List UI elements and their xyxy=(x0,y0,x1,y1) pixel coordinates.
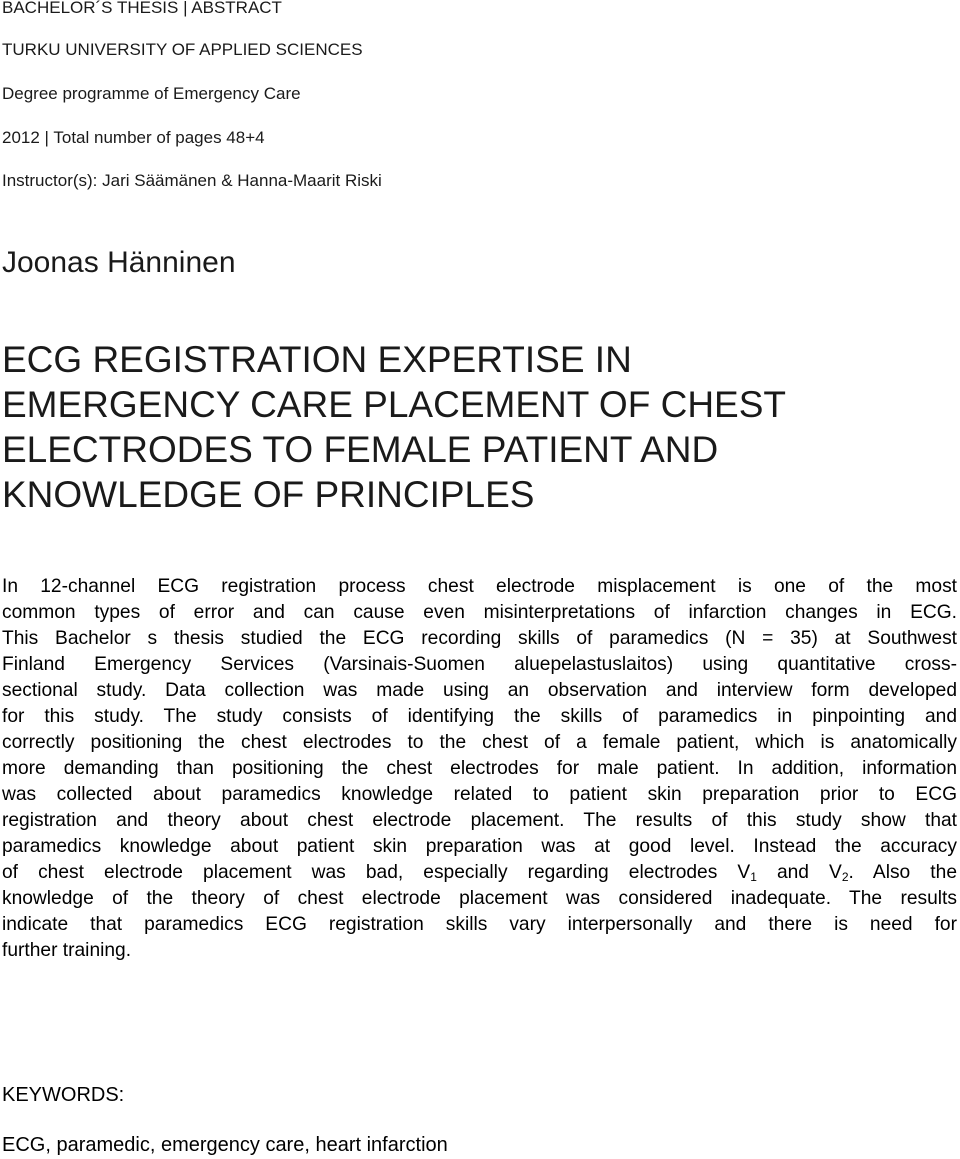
abstract-text xyxy=(2,574,957,964)
abstract-line: for this study. The study consists of identifying the skills of paramedics in pinpointing and xyxy=(2,706,957,727)
title-line: ECG REGISTRATION EXPERTISE IN xyxy=(2,339,632,380)
abstract-text-segment: of chest electrode placement was bad, especially regarding electrodes V xyxy=(2,862,751,883)
abstract-line: Finland Emergency Services (Varsinais-Suomen aluepelastuslaitos) using quantitative cross- xyxy=(2,654,957,675)
abstract-line: common types of error and can cause even misinterpretations of infarction changes in ECG. xyxy=(2,602,957,623)
abstract-line: paramedics knowledge about patient skin preparation was at good level. Instead the accuracy xyxy=(2,836,957,857)
abstract-text-segment: . Also the xyxy=(848,862,957,883)
year-and-pages: 2012 | Total number of pages 48+4 xyxy=(2,128,265,147)
title-line: EMERGENCY CARE PLACEMENT OF CHEST xyxy=(2,384,786,425)
abstract-line: further training. xyxy=(2,940,132,961)
abstract-line: sectional study. Data collection was made using an observation and interview form developed xyxy=(2,680,957,701)
author-name: Joonas Hänninen xyxy=(2,246,236,279)
title-line: ELECTRODES TO FEMALE PATIENT AND xyxy=(2,429,719,470)
thesis-title xyxy=(2,337,952,517)
abstract-line: more demanding than positioning the chest electrodes for male patient. In addition, information xyxy=(2,758,957,779)
abstract-line: This Bachelor s thesis studied the ECG recording skills of paramedics (N = 35) at Southwest xyxy=(2,628,957,649)
abstract-line-electrodes xyxy=(2,860,957,886)
abstract-line: knowledge of the theory of chest electrode placement was considered inadequate. The results xyxy=(2,888,957,909)
abstract-line: In 12-channel ECG registration process chest electrode misplacement is one of the most xyxy=(2,576,957,597)
subscript: 1 xyxy=(750,870,757,884)
abstract-line: was collected about paramedics knowledge related to patient skin preparation prior to ECG xyxy=(2,784,957,805)
keywords-label: KEYWORDS: xyxy=(2,1084,125,1106)
instructors: Instructor(s): Jari Säämänen & Hanna-Maarit Riski xyxy=(2,171,382,190)
thesis-type-header: BACHELOR´S THESIS | ABSTRACT xyxy=(2,0,282,17)
university-name: TURKU UNIVERSITY OF APPLIED SCIENCES xyxy=(2,40,363,59)
abstract-line: correctly positioning the chest electrodes to the chest of a female patient, which is anatomically xyxy=(2,732,957,753)
abstract-line: indicate that paramedics ECG registration skills vary interpersonally and there is need for xyxy=(2,914,957,935)
subscript: 2 xyxy=(841,870,849,884)
abstract-text-segment: and V xyxy=(756,862,842,883)
degree-programme: Degree programme of Emergency Care xyxy=(2,84,301,103)
keywords-list: ECG, paramedic, emergency care, heart infarction xyxy=(2,1134,448,1156)
title-line: KNOWLEDGE OF PRINCIPLES xyxy=(2,474,535,515)
abstract-line: registration and theory about chest electrode placement. The results of this study show that xyxy=(2,810,957,831)
